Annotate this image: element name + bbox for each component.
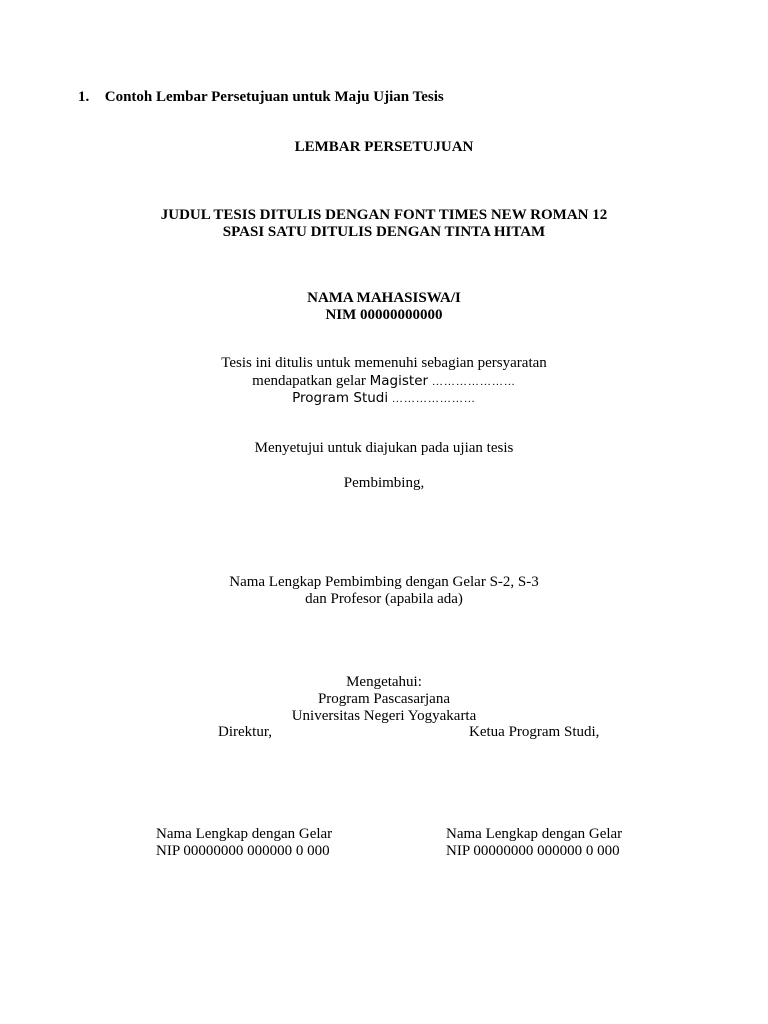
purpose-line1: Tesis ini ditulis untuk memenuhi sebagian persyaratan — [221, 355, 547, 371]
thesis-title-line2: SPASI SATU DITULIS DENGAN TINTA HITAM — [222, 224, 546, 240]
director-role: Direktur, — [218, 724, 272, 740]
heading-text: Contoh Lembar Persetujuan untuk Maju Ujian Tesis — [104, 89, 444, 105]
page-title: LEMBAR PERSETUJUAN — [294, 139, 474, 155]
approval-statement: Menyetujui untuk diajukan pada ujian tesis — [254, 440, 514, 456]
supervisor-label: Pembimbing, — [343, 475, 425, 491]
degree-dots: ………………… — [431, 376, 516, 388]
student-name: NAMA MAHASISWA/I — [307, 290, 461, 306]
left-signatory-name: Nama Lengkap dengan Gelar — [156, 826, 333, 842]
right-signatory-nip: NIP 00000000 000000 0 000 — [446, 843, 620, 859]
program-head-role: Ketua Program Studi, — [469, 724, 600, 740]
heading-number: 1. — [78, 89, 90, 105]
student-nim: NIM 00000000000 — [325, 307, 443, 323]
institution-line2: Universitas Negeri Yogyakarta — [291, 708, 477, 724]
section-heading — [78, 89, 444, 106]
right-signatory-name: Nama Lengkap dengan Gelar — [446, 826, 623, 842]
supervisor-name-line2: dan Profesor (apabila ada) — [305, 591, 463, 607]
left-signatory-nip: NIP 00000000 000000 0 000 — [156, 843, 330, 859]
purpose-line2 — [0, 373, 768, 391]
acknowledgement-label: Mengetahui: — [346, 674, 422, 690]
program-line — [0, 390, 768, 408]
thesis-title-line1: JUDUL TESIS DITULIS DENGAN FONT TIMES NEW ROMAN 12 — [160, 207, 608, 223]
degree-word: Magister — [369, 373, 429, 389]
program-label: Program Studi — [292, 390, 389, 406]
supervisor-name-line1: Nama Lengkap Pembimbing dengan Gelar S-2, S-3 — [229, 574, 539, 590]
program-dots: ………………… — [391, 393, 476, 405]
institution-line1: Program Pascasarjana — [317, 691, 451, 707]
purpose-line2-prefix: mendapatkan gelar — [252, 373, 370, 389]
